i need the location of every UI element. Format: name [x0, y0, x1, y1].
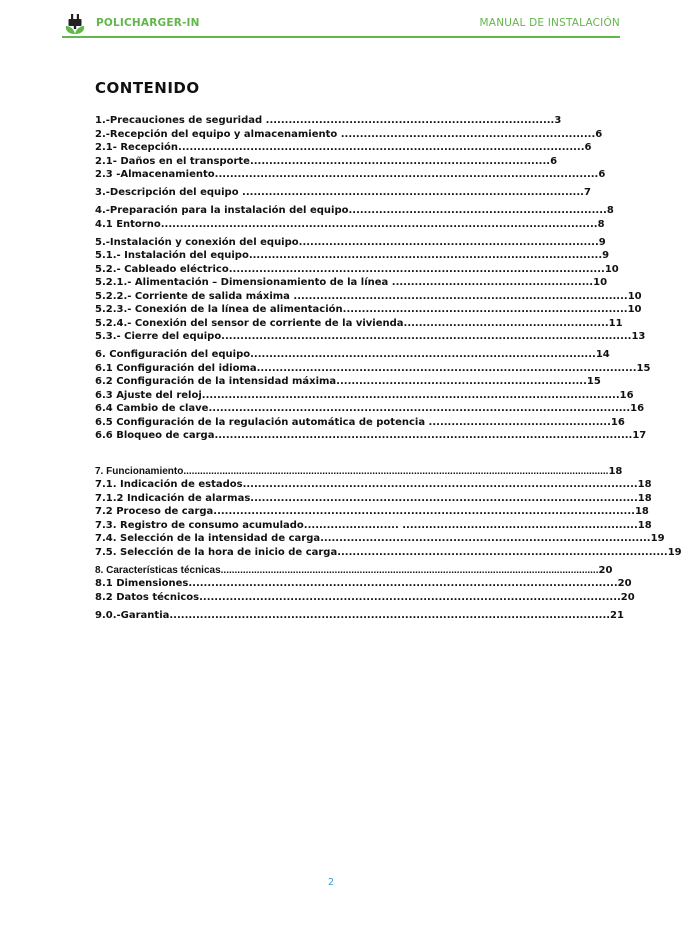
toc-entry-title: 8. Características técnicas........................................................................................................................................	[95, 564, 599, 576]
toc-entry-title: 7. Funcionamiento.........................................................................................................................................................	[95, 465, 609, 477]
toc-entry-page: 18	[637, 492, 652, 504]
toc-heading: CONTENIDO	[95, 79, 200, 97]
toc-entry-page: 18	[637, 479, 652, 490]
toc-entry-title: 7.3. Registro de consumo acumulado......................... ..............................................................	[95, 519, 638, 531]
toc-entry-title: 7.4. Selección de la intensidad de carga.......................................................................................	[95, 533, 651, 544]
header-divider	[62, 36, 620, 38]
toc-entry-title: 9.0.-Garantia....................................................................................................................	[95, 609, 611, 621]
document-title: MANUAL DE INSTALACIÓN	[479, 17, 620, 29]
toc-entry-page: 20	[598, 564, 613, 576]
toc-entry[interactable]	[95, 546, 682, 560]
toc-entry-title: 1.-Precauciones de seguridad ............................................................................	[95, 115, 555, 126]
toc-entry[interactable]	[95, 348, 610, 362]
toc-entry-title: 2.1- Daños en el transporte...............................................................................	[95, 155, 551, 167]
toc-entry-page: 10	[604, 263, 619, 275]
plug-leaf-logo-icon	[64, 14, 86, 36]
toc-entry[interactable]	[95, 263, 619, 277]
toc-entry[interactable]	[95, 532, 665, 546]
toc-entry-title: 5.3.- Cierre del equipo............................................................................................................	[95, 331, 632, 342]
toc-entry[interactable]	[95, 186, 591, 200]
toc-entry-page: 20	[620, 591, 635, 603]
toc-entry-page: 10	[627, 304, 642, 315]
toc-entry-title: 8.1 Dimensiones.................................................................................................................	[95, 578, 618, 589]
toc-entry[interactable]	[95, 218, 605, 232]
toc-entry[interactable]	[95, 505, 649, 519]
toc-entry-title: 7.1. Indicación de estados........................................................................................................	[95, 479, 638, 490]
toc-entry-page: 16	[610, 416, 625, 428]
toc-entry[interactable]	[95, 375, 601, 389]
toc-entry-page: 21	[610, 609, 624, 621]
toc-entry[interactable]	[95, 577, 632, 591]
toc-entry-page: 8	[597, 218, 605, 230]
toc-entry[interactable]	[95, 591, 635, 605]
toc-entry[interactable]	[95, 155, 558, 169]
toc-entry-page: 18	[608, 465, 623, 477]
toc-entry-page: 14	[595, 349, 610, 360]
toc-entry-page: 10	[627, 290, 642, 302]
toc-entry-page: 9	[602, 250, 610, 261]
toc-entry-page: 10	[593, 277, 608, 288]
toc-entry-title: 2.1- Recepción...........................................................................................................	[95, 142, 585, 153]
toc-entry[interactable]	[95, 465, 623, 479]
toc-entry[interactable]	[95, 276, 608, 290]
toc-entry-title: 5.1.- Instalación del equipo.............................................................................................	[95, 250, 603, 261]
toc-entry[interactable]	[95, 290, 642, 304]
toc-entry-title: 7.1.2 Indicación de alarmas......................................................................................................	[95, 492, 638, 504]
toc-entry-page: 7	[583, 187, 591, 198]
toc-entry-page: 17	[632, 430, 647, 441]
toc-entry-page: 19	[667, 546, 682, 558]
toc-entry[interactable]	[95, 204, 614, 218]
toc-entry-title: 4.1 Entorno...................................................................................................................	[95, 218, 598, 230]
toc-entry[interactable]	[95, 564, 613, 578]
toc-entry-page: 11	[608, 317, 623, 329]
toc-entry-page: 18	[637, 519, 652, 531]
toc-entry[interactable]	[95, 303, 642, 317]
toc-entry-page: 15	[636, 362, 651, 374]
toc-entry-page: 16	[630, 403, 645, 414]
toc-entry-page: 8	[606, 205, 614, 216]
toc-entry-page: 6	[550, 155, 558, 167]
toc-entry-title: 7.5. Selección de la hora de inicio de carga.......................................................................................	[95, 546, 668, 558]
toc-entry[interactable]	[95, 519, 652, 533]
toc-entry[interactable]	[95, 249, 610, 263]
table-of-contents	[95, 114, 682, 622]
toc-entry-page: 18	[634, 506, 649, 517]
toc-entry[interactable]	[95, 317, 623, 331]
toc-entry[interactable]	[95, 609, 624, 623]
toc-entry-page: 3	[554, 115, 562, 126]
toc-entry-title: 2.-Recepción del equipo y almacenamiento ...................................................................	[95, 128, 596, 140]
toc-entry-page: 6	[584, 142, 592, 153]
toc-entry-title: 5.2.3.- Conexión de la línea de alimentación...........................................................................	[95, 304, 628, 315]
toc-entry-title: 8.2 Datos técnicos...............................................................................................................	[95, 591, 621, 603]
toc-entry[interactable]	[95, 478, 652, 492]
toc-entry-title: 6.1 Configuración del idioma....................................................................................................	[95, 362, 637, 374]
brand-name: POLICHARGER-IN	[96, 17, 200, 29]
toc-entry[interactable]	[95, 389, 634, 403]
toc-entry-title: 5.2.- Cableado eléctrico...................................................................................................	[95, 263, 605, 275]
toc-entry-title: 6. Configuración del equipo...........................................................................................	[95, 349, 596, 360]
toc-entry-title: 6.6 Bloqueo de carga..............................................................................................................	[95, 430, 633, 441]
toc-entry[interactable]	[95, 429, 647, 443]
toc-entry[interactable]	[95, 330, 646, 344]
toc-entry[interactable]	[95, 128, 603, 142]
toc-entry[interactable]	[95, 416, 625, 430]
toc-entry-title: 6.3 Ajuste del reloj..............................................................................................................	[95, 389, 620, 401]
toc-entry[interactable]	[95, 402, 645, 416]
toc-entry[interactable]	[95, 141, 592, 155]
page-number: 2	[327, 877, 335, 888]
toc-entry-title: 2.3 -Almacenamiento.....................................................................................................	[95, 169, 599, 180]
page-header	[62, 12, 620, 38]
toc-entry-title: 5.-Instalación y conexión del equipo...............................................................................	[95, 236, 599, 248]
toc-entry-title: 6.2 Configuración de la intensidad máxima..................................................................	[95, 376, 587, 387]
toc-entry-page: 9	[598, 236, 606, 248]
toc-entry-page: 6	[595, 128, 603, 140]
toc-entry-title: 7.2 Proceso de carga...............................................................................................................	[95, 506, 635, 517]
toc-entry-page: 20	[617, 578, 632, 589]
toc-entry-page: 6	[598, 169, 606, 180]
toc-entry-page: 15	[586, 376, 601, 387]
toc-entry-title: 5.2.2.- Corriente de salida máxima ........................................................................................	[95, 290, 628, 302]
toc-entry-page: 13	[631, 331, 646, 342]
toc-entry-title: 4.-Preparación para la instalación del equipo....................................................................	[95, 205, 607, 216]
toc-entry[interactable]	[95, 114, 562, 128]
toc-entry-page: 16	[619, 389, 634, 401]
toc-entry-page: 19	[650, 533, 665, 544]
toc-entry-title: 3.-Descripción del equipo ..........................................................................................	[95, 187, 584, 198]
toc-entry-title: 6.4 Cambio de clave...............................................................................................................	[95, 403, 631, 414]
toc-entry[interactable]	[95, 168, 606, 182]
toc-entry[interactable]	[95, 362, 651, 376]
toc-entry[interactable]	[95, 236, 606, 250]
toc-entry-title: 5.2.4.- Conexión del sensor de corriente de la vivienda......................................................	[95, 317, 609, 329]
toc-entry-title: 5.2.1.- Alimentación – Dimensionamiento de la línea .....................................................	[95, 277, 594, 288]
toc-entry[interactable]	[95, 492, 652, 506]
toc-entry-title: 6.5 Configuración de la regulación automática de potencia ................................................	[95, 416, 611, 428]
